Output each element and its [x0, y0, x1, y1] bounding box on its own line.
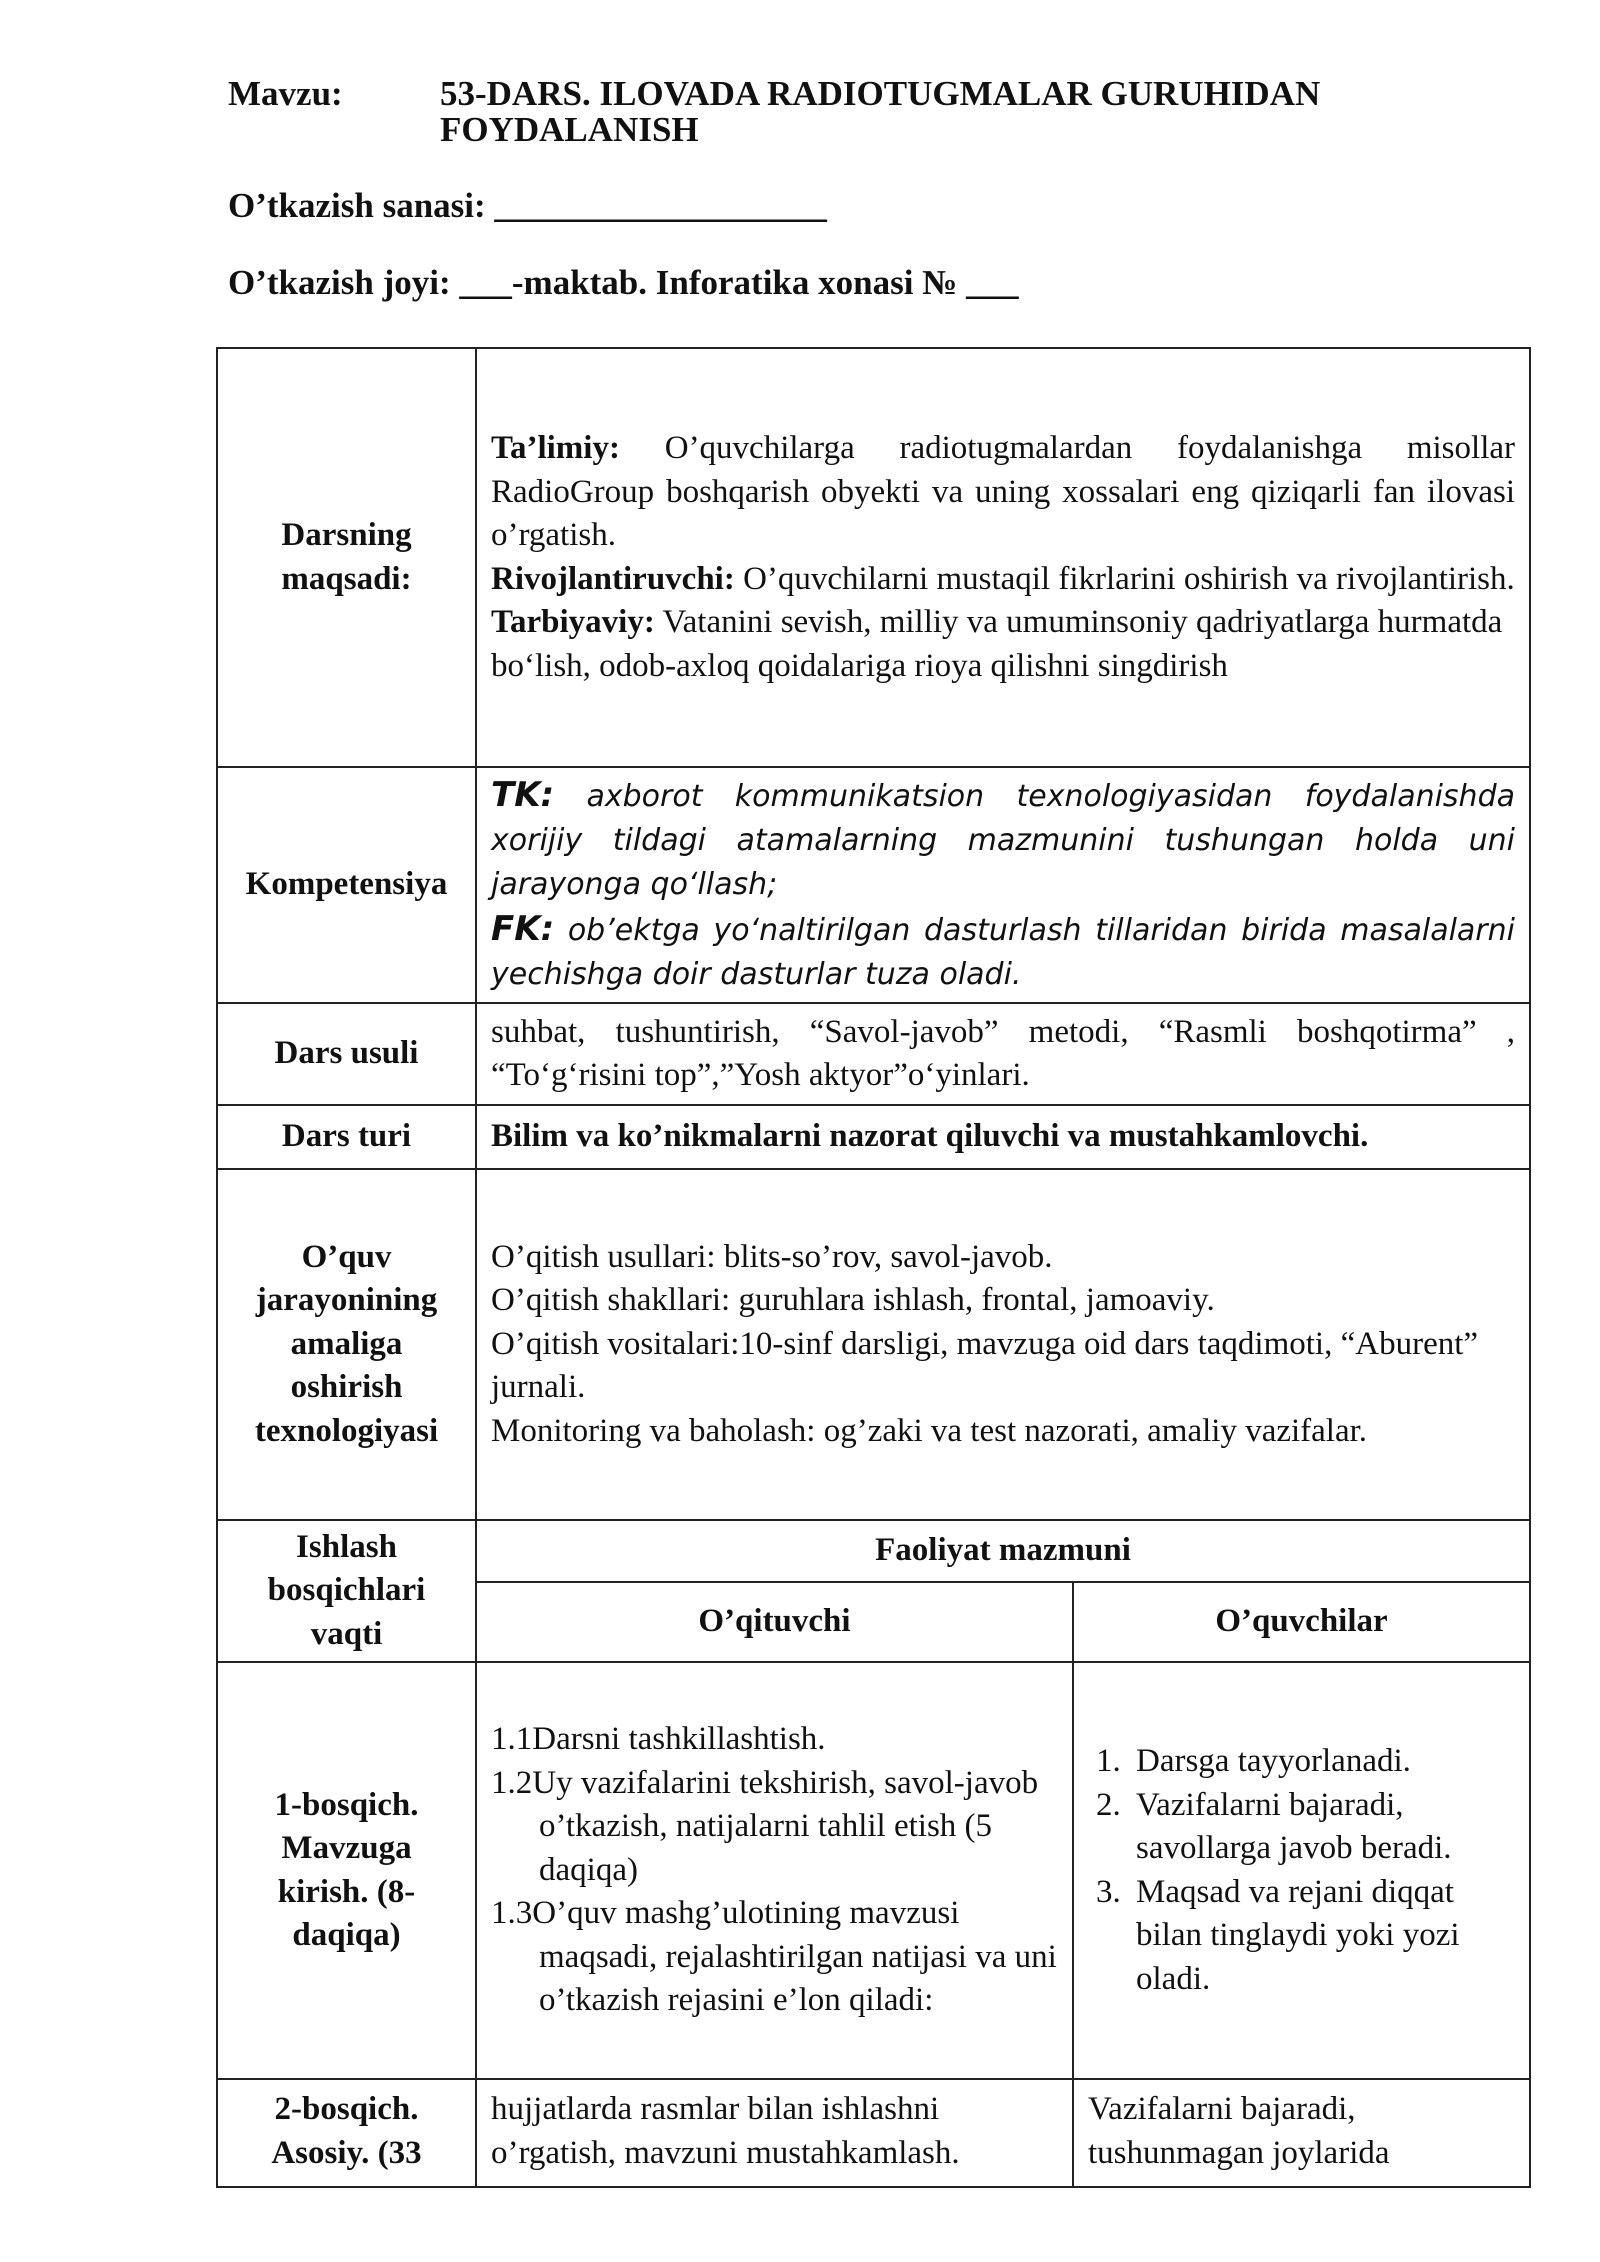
- type-row: [217, 1105, 1530, 1169]
- rivoj-text: O’quvchilarni mustaqil fikrlarini oshirish va rivojlantirish.: [743, 560, 1515, 597]
- method-label: Dars usuli: [217, 1003, 476, 1105]
- goals-row: [217, 348, 1530, 767]
- technology-line: O’qitish usullari: blits-so’rov, savol-javob.: [491, 1238, 1053, 1275]
- teacher-step: 1.2Uy vazifalarini tekshirish, savol-javob o’tkazish, natijalarni tahlil etish (5 daqiqa): [491, 1764, 1039, 1888]
- activity-header: Faoliyat mazmuni: [476, 1520, 1530, 1582]
- tk-text: axborot kommunikatsion texnologiyasidan foydalanishda xorijiy tildagi atamalarning mazmunini tushungan holda uni jarayonga qo‘llash;: [491, 779, 1515, 902]
- fk-text: ob’ektga yo‘naltirilgan dasturlash tillaridan birida masalalarni yechishga doir dasturlar tuza oladi.: [491, 913, 1515, 992]
- competency-label: Kompetensiya: [217, 767, 476, 1003]
- technology-row: [217, 1169, 1530, 1520]
- tk-label: TK:: [491, 775, 555, 815]
- goals-content: [476, 348, 1530, 767]
- topic-label: Mavzu:: [228, 74, 343, 113]
- stage1-row: [217, 1662, 1530, 2079]
- stage1-label: 1-bosqich. Mavzuga kirish. (8-daqiqa): [217, 1662, 476, 2079]
- stage2-teacher: hujjatlarda rasmlar bilan ishlashni o’rgatish, mavzuni mustahkamlash.: [476, 2079, 1073, 2187]
- students-header: O’quvchilar: [1073, 1582, 1530, 1662]
- stage1-students: [1073, 1662, 1530, 2079]
- competency-row: [217, 767, 1530, 1003]
- stage1-teacher: [476, 1662, 1073, 2079]
- topic-title: 53-DARS. ILOVADA RADIOTUGMALAR GURUHIDAN FOYDALANISH: [440, 74, 1321, 149]
- technology-line: Monitoring va baholash: og’zaki va test nazorati, amaliy vazifalar.: [491, 1412, 1368, 1449]
- technology-content: [476, 1169, 1530, 1520]
- goals-label: Darsning maqsadi:: [217, 348, 476, 767]
- stages-header-row: [217, 1520, 1530, 1582]
- talimiy-text: O’quvchilarga radiotugmalardan foydalanishga misollar RadioGroup boshqarish obyekti va uning xossalari eng qiziqarli fan ilovasi o’rgatish.: [491, 430, 1516, 553]
- technology-label: O’quv jarayonining amaliga oshirish texnologiyasi: [217, 1169, 476, 1520]
- rivoj-label: Rivojlantiruvchi:: [491, 560, 735, 597]
- stage2-students: Vazifalarni bajaradi, tushunmagan joylarida: [1073, 2079, 1530, 2187]
- method-text: suhbat, tushuntirish, “Savol-javob” metodi, “Rasmli boshqotirma” , “To‘g‘risini top”,”Yosh aktyor”o‘yinlari.: [476, 1003, 1530, 1105]
- stages-label: Ishlash bosqichlari vaqti: [217, 1520, 476, 1662]
- date-line: O’tkazish sanasi: ___________________: [228, 186, 827, 225]
- student-step: 2. Vazifalarni bajaradi, savollarga javob beradi.: [1096, 1786, 1452, 1866]
- fk-label: FK:: [491, 909, 555, 949]
- type-label: Dars turi: [217, 1105, 476, 1169]
- place-line: O’tkazish joyi: ___-maktab. Inforatika xonasi № ___: [228, 263, 1019, 302]
- tarbiya-label: Tarbiyaviy:: [491, 604, 655, 640]
- type-text: Bilim va ko’nikmalarni nazorat qiluvchi va mustahkamlovchi.: [476, 1105, 1530, 1169]
- teacher-header: O’qituvchi: [476, 1582, 1073, 1662]
- lesson-plan-table: [216, 347, 1531, 2188]
- technology-line: O’qitish shakllari: guruhlara ishlash, frontal, jamoaviy.: [491, 1282, 1215, 1319]
- competency-content: [476, 767, 1530, 1003]
- teacher-step: 1.1Darsni tashkillashtish.: [491, 1721, 826, 1758]
- stage2-row: [217, 2079, 1530, 2187]
- tarbiya-text: Vatanini sevish, milliy va umuminsoniy qadriyatlarga hurmatda bo‘lish, odob-axloq qoidalariga rioya qilishni singdirish: [491, 604, 1503, 684]
- teacher-step: 1.3O’quv mashg’ulotining mavzusi maqsadi, rejalashtirilgan natijasi va uni o’tkazish rejasini e’lon qiladi:: [491, 1895, 1057, 2019]
- stage2-label: 2-bosqich. Asosiy. (33: [217, 2079, 476, 2187]
- talimiy-label: Ta’limiy:: [491, 430, 620, 466]
- technology-line: O’qitish vositalari:10-sinf darsligi, mavzuga oid dars taqdimoti, “Aburent” jurnali.: [491, 1325, 1479, 1406]
- method-row: [217, 1003, 1530, 1105]
- student-step: 3. Maqsad va rejani diqqat bilan tinglaydi yoki yozi oladi.: [1096, 1873, 1460, 1997]
- student-step: 1. Darsga tayyorlanadi.: [1096, 1743, 1411, 1779]
